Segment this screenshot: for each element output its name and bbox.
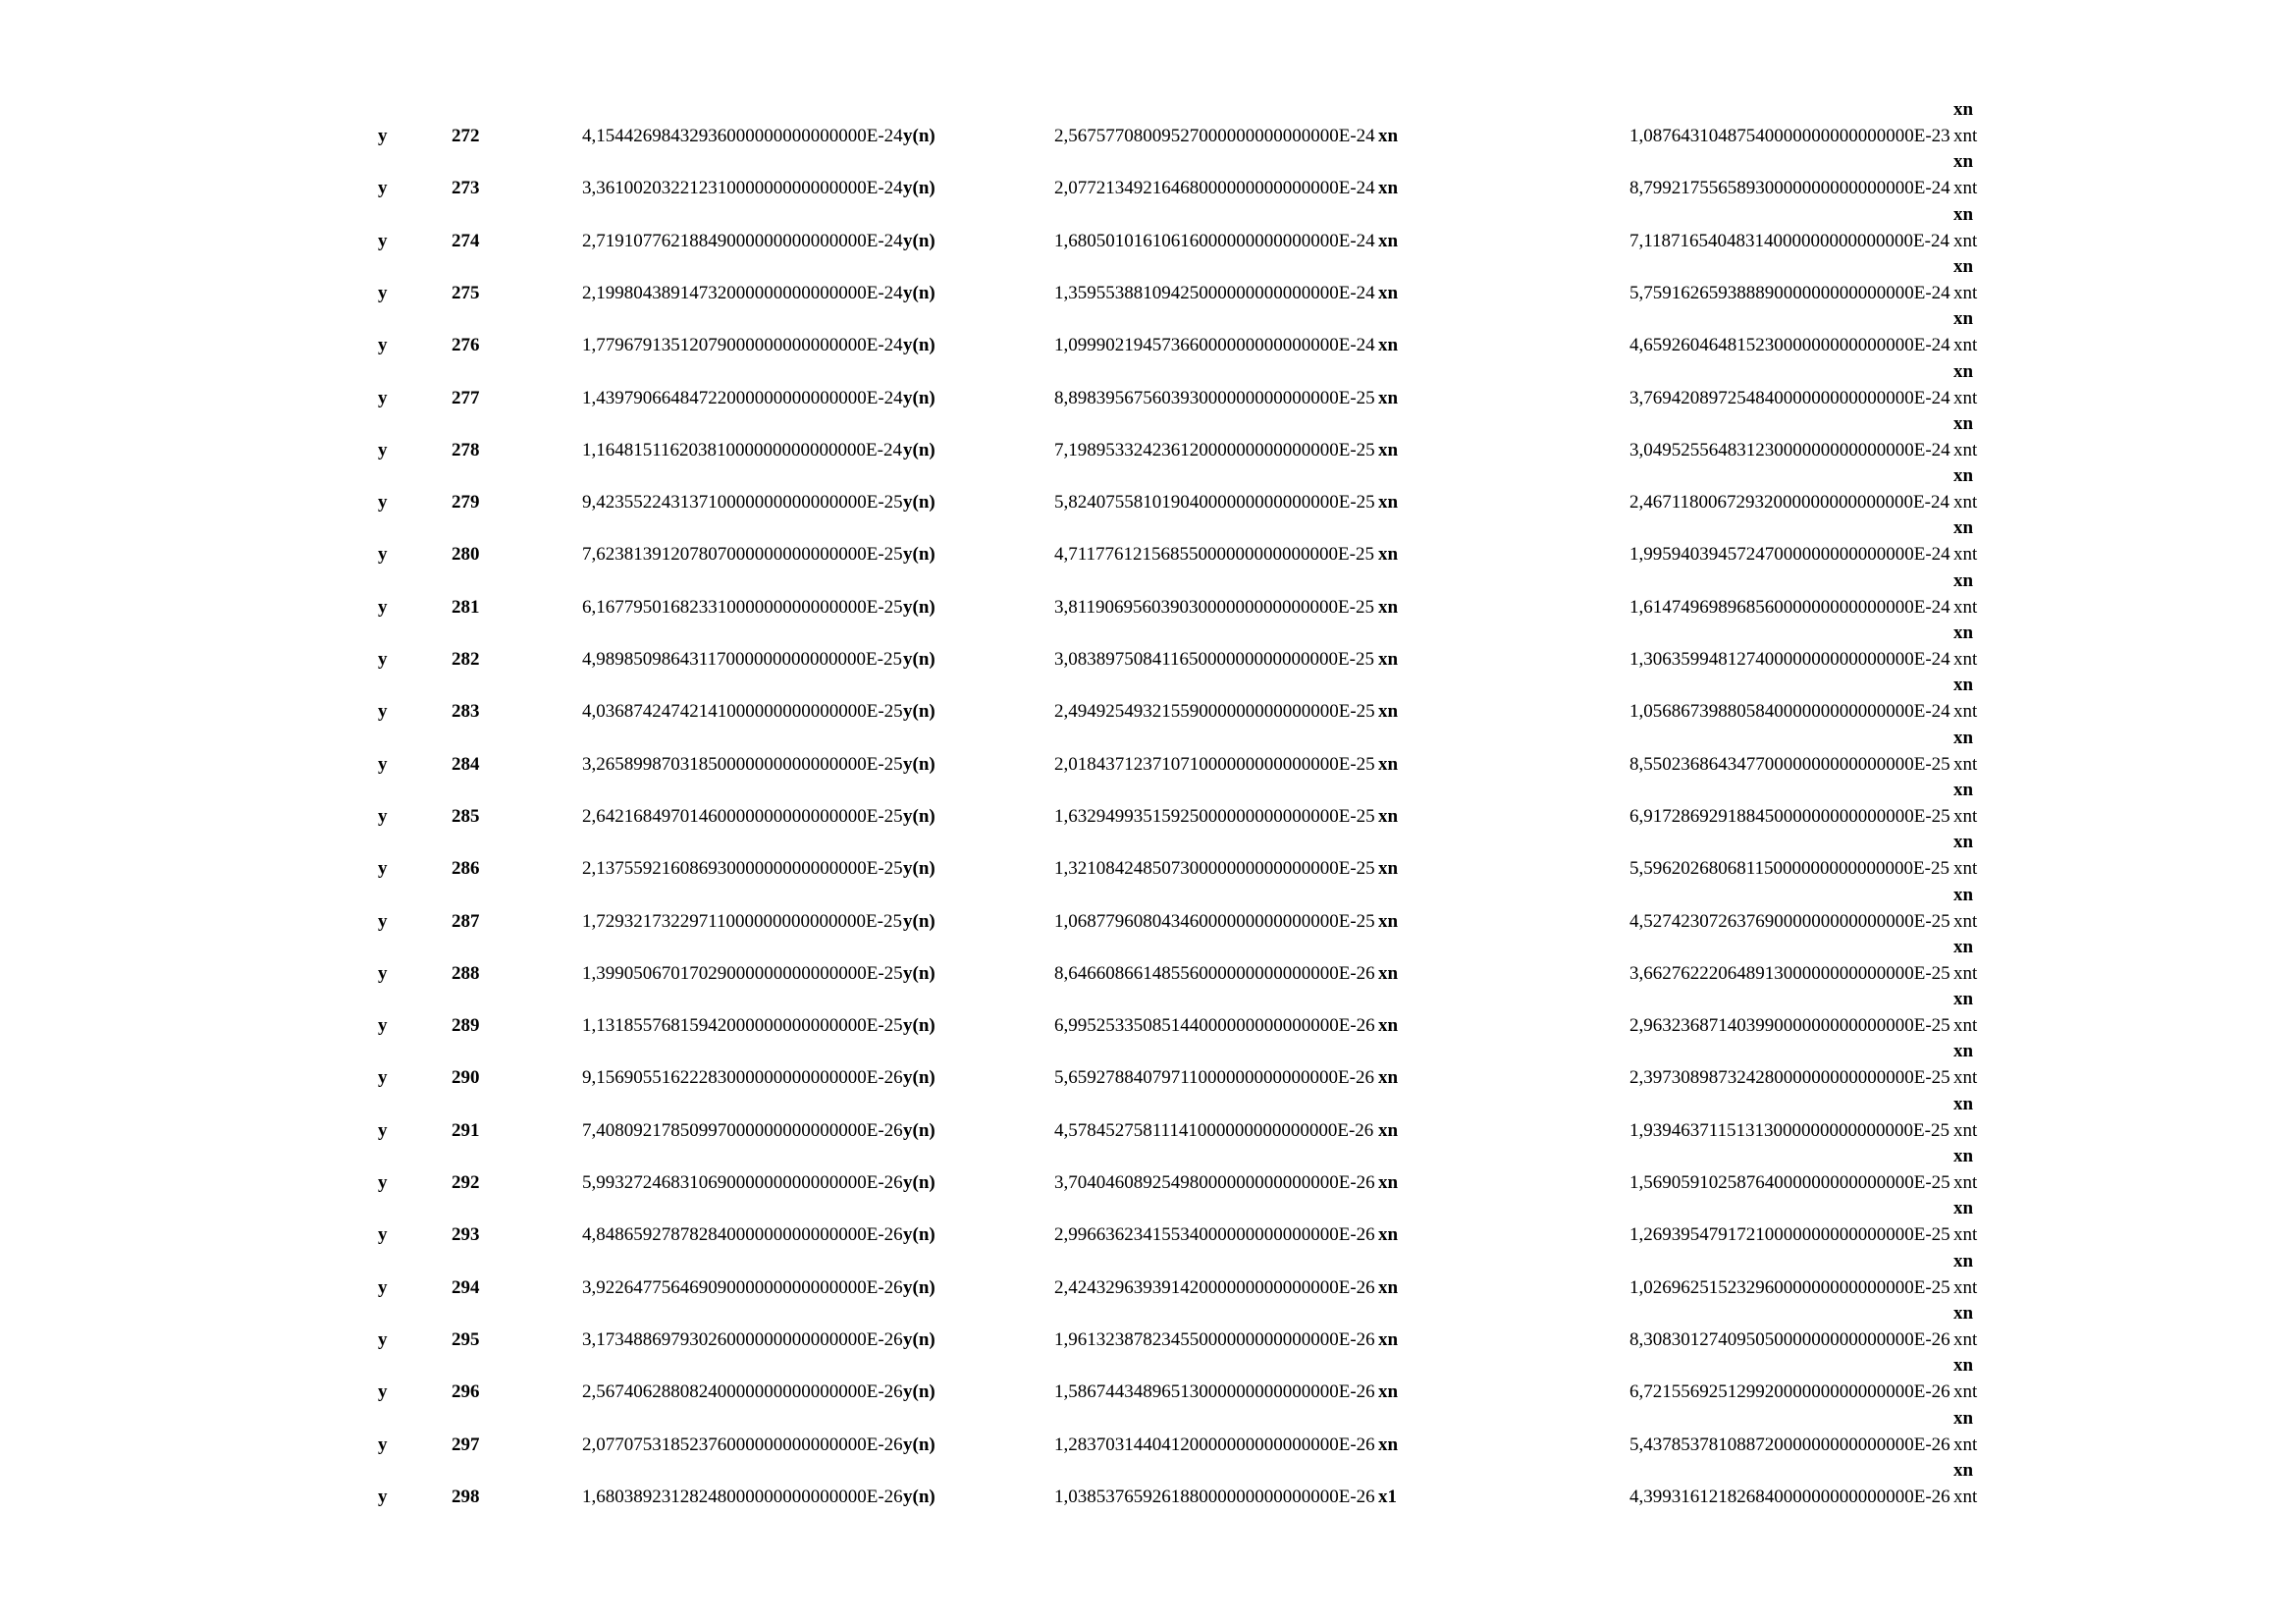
label-xn: xn [1378, 753, 1399, 775]
value-xn: 3,08389750841165000000000000000E-25 [1054, 649, 1374, 670]
label-y-n: y(n) [903, 230, 935, 251]
label-xnt: xnt [1953, 649, 1978, 670]
value-xnt: 8,79921755658930000000000000000E-24 [1629, 178, 1950, 199]
table-row [0, 675, 2296, 725]
table-row [0, 1459, 2296, 1510]
table-row [0, 989, 2296, 1039]
label-xn-top: xn [1953, 1302, 1974, 1324]
value-y: 2,07707531852376000000000000000E-26 [582, 1434, 903, 1455]
label-xn-top: xn [1953, 1355, 1974, 1377]
row-letter: y [378, 858, 388, 880]
label-xn: xn [1378, 701, 1399, 723]
row-index: 278 [452, 439, 480, 460]
row-letter: y [378, 701, 388, 723]
value-xnt: 6,72155692512992000000000000000E-26 [1629, 1381, 1950, 1403]
label-y-n: y(n) [903, 753, 935, 775]
value-y: 1,39905067017029000000000000000E-25 [582, 962, 903, 984]
table-row [0, 1146, 2296, 1196]
label-xnt: xnt [1953, 1276, 1978, 1298]
table-row [0, 99, 2296, 149]
value-xnt: 8,55023686434770000000000000000E-25 [1629, 753, 1950, 775]
table-row [0, 1302, 2296, 1353]
value-xnt: 1,93946371151313000000000000000E-25 [1629, 1119, 1949, 1141]
label-xn-top: xn [1953, 517, 1974, 539]
row-letter: y [378, 1067, 388, 1089]
label-y-n: y(n) [903, 1224, 935, 1246]
table-row [0, 517, 2296, 568]
value-xnt: 5,75916265938889000000000000000E-24 [1629, 282, 1950, 303]
label-y-n: y(n) [903, 596, 935, 618]
label-xnt: xnt [1953, 1015, 1978, 1037]
label-xn-top: xn [1953, 465, 1974, 487]
value-y: 1,43979066484722000000000000000E-24 [582, 387, 903, 408]
value-xnt: 5,59620268068115000000000000000E-25 [1629, 858, 1949, 880]
row-letter: y [378, 387, 388, 408]
row-letter: y [378, 1276, 388, 1298]
label-xnt: xnt [1953, 1381, 1978, 1403]
value-xn: 1,96132387823455000000000000000E-26 [1054, 1328, 1375, 1350]
label-y-n: y(n) [903, 858, 935, 880]
label-xn-top: xn [1953, 1407, 1974, 1429]
label-xnt: xnt [1953, 910, 1978, 932]
value-y: 1,16481511620381000000000000000E-24 [582, 439, 902, 460]
row-letter: y [378, 230, 388, 251]
value-xnt: 8,30830127409505000000000000000E-26 [1629, 1328, 1950, 1350]
label-xn-top: xn [1953, 1041, 1974, 1062]
value-y: 9,15690551622283000000000000000E-26 [582, 1067, 903, 1089]
row-letter: y [378, 1434, 388, 1455]
table-row [0, 465, 2296, 515]
label-xnt: xnt [1953, 230, 1978, 251]
label-y-n: y(n) [903, 701, 935, 723]
row-letter: y [378, 439, 388, 460]
row-index: 275 [452, 282, 480, 303]
row-letter: y [378, 910, 388, 932]
value-xnt: 1,61474969896856000000000000000E-24 [1629, 596, 1950, 618]
label-xn: xn [1378, 1276, 1399, 1298]
row-index: 298 [452, 1486, 480, 1507]
label-xn: xn [1378, 387, 1399, 408]
label-xn-top: xn [1953, 884, 1974, 905]
row-index: 274 [452, 230, 480, 251]
row-letter: y [378, 1224, 388, 1246]
row-letter: y [378, 492, 388, 514]
label-xn: xn [1378, 596, 1399, 618]
value-xn: 1,06877960804346000000000000000E-25 [1054, 910, 1375, 932]
row-index: 292 [452, 1172, 480, 1193]
label-xn-top: xn [1953, 622, 1974, 643]
value-xnt: 1,08764310487540000000000000000E-23 [1629, 126, 1950, 146]
label-xn-top: xn [1953, 1093, 1974, 1114]
value-xnt: 3,66276222064891300000000000000E-25 [1629, 962, 1950, 984]
label-xnt: xnt [1953, 335, 1978, 356]
label-xn: xn [1378, 649, 1399, 670]
label-xnt: xnt [1953, 1486, 1978, 1507]
row-letter: y [378, 596, 388, 618]
value-xnt: 2,46711800672932000000000000000E-24 [1629, 492, 1949, 514]
label-y-n: y(n) [903, 1015, 935, 1037]
value-xnt: 1,30635994812740000000000000000E-24 [1629, 649, 1950, 670]
table-row [0, 360, 2296, 411]
row-index: 287 [452, 910, 480, 932]
row-index: 276 [452, 335, 480, 356]
table-row [0, 622, 2296, 673]
label-y-n: y(n) [903, 1276, 935, 1298]
row-letter: y [378, 335, 388, 356]
label-xnt: xnt [1953, 1119, 1978, 1141]
value-xnt: 4,52742307263769000000000000000E-25 [1629, 910, 1950, 932]
row-index: 290 [452, 1067, 480, 1089]
label-xn-top: xn [1953, 1198, 1974, 1219]
row-letter: y [378, 178, 388, 199]
value-xnt: 2,96323687140399000000000000000E-25 [1629, 1015, 1950, 1037]
value-y: 4,03687424742141000000000000000E-25 [582, 701, 903, 723]
row-index: 277 [452, 387, 480, 408]
row-index: 284 [452, 753, 480, 775]
row-index: 273 [452, 178, 480, 199]
value-xn: 2,56757708009527000000000000000E-24 [1054, 126, 1375, 146]
value-xnt: 4,39931612182684000000000000000E-26 [1629, 1486, 1950, 1507]
label-y-n: y(n) [903, 439, 935, 460]
label-xn: xn [1378, 1067, 1399, 1089]
row-index: 272 [452, 126, 480, 146]
value-xnt: 4,65926046481523000000000000000E-24 [1629, 335, 1950, 356]
value-xn: 1,63294993515925000000000000000E-25 [1054, 805, 1375, 827]
table-row [0, 1355, 2296, 1405]
value-y: 2,64216849701460000000000000000E-25 [582, 805, 903, 827]
label-xnt: xnt [1953, 1172, 1978, 1193]
value-xnt: 1,56905910258764000000000000000E-25 [1629, 1172, 1950, 1193]
label-xn: xn [1378, 1434, 1399, 1455]
row-index: 295 [452, 1328, 480, 1350]
row-letter: y [378, 753, 388, 775]
value-xn: 2,42432963939142000000000000000E-26 [1054, 1276, 1375, 1298]
value-xn: 2,49492549321559000000000000000E-25 [1054, 701, 1375, 723]
value-y: 1,72932173229711000000000000000E-25 [582, 910, 902, 932]
row-index: 296 [452, 1381, 480, 1403]
label-y-n: y(n) [903, 1328, 935, 1350]
row-index: 281 [452, 596, 480, 618]
label-xn: xn [1378, 858, 1399, 880]
row-letter: y [378, 1119, 388, 1141]
table-row [0, 203, 2296, 254]
table-row [0, 1407, 2296, 1458]
label-xn-top: xn [1953, 569, 1974, 591]
table-row [0, 1093, 2296, 1144]
label-xn-top: xn [1953, 412, 1974, 434]
row-letter: y [378, 1486, 388, 1507]
value-xn: 1,28370314404120000000000000000E-26 [1054, 1434, 1375, 1455]
value-xn: 4,57845275811141000000000000000E-26 [1054, 1119, 1374, 1141]
label-xnt: xnt [1953, 492, 1978, 514]
label-xn-top: xn [1953, 360, 1974, 382]
value-xn: 7,19895332423612000000000000000E-25 [1054, 439, 1375, 460]
label-y-n: y(n) [903, 1067, 935, 1089]
value-xn: 8,64660866148556000000000000000E-26 [1054, 962, 1375, 984]
label-xn: xn [1378, 178, 1399, 199]
label-xnt: xnt [1953, 126, 1978, 146]
label-y-n: y(n) [903, 1119, 935, 1141]
label-xn: xn [1378, 1015, 1399, 1037]
value-y: 1,13185576815942000000000000000E-25 [582, 1015, 903, 1037]
label-xn: xn [1378, 335, 1399, 356]
label-y-n: y(n) [903, 492, 935, 514]
label-xnt: xnt [1953, 1067, 1978, 1089]
label-xn: xn [1378, 1224, 1399, 1246]
value-xn: 2,99663623415534000000000000000E-26 [1054, 1224, 1375, 1246]
value-y: 7,40809217850997000000000000000E-26 [582, 1119, 903, 1141]
label-xnt: xnt [1953, 178, 1978, 199]
label-y-n: y(n) [903, 282, 935, 303]
value-xnt: 7,11871654048314000000000000000E-24 [1629, 230, 1949, 251]
value-xn: 8,89839567560393000000000000000E-25 [1054, 387, 1375, 408]
row-letter: y [378, 1381, 388, 1403]
row-index: 279 [452, 492, 480, 514]
row-index: 282 [452, 649, 480, 670]
row-letter: y [378, 126, 388, 146]
label-xn-top: xn [1953, 675, 1974, 696]
value-xnt: 5,43785378108872000000000000000E-26 [1629, 1434, 1950, 1455]
label-xn-top: xn [1953, 1146, 1974, 1166]
value-y: 2,56740628808240000000000000000E-26 [582, 1381, 903, 1403]
value-xn: 2,07721349216468000000000000000E-24 [1054, 178, 1375, 199]
label-xn-top: xn [1953, 989, 1974, 1010]
value-y: 2,19980438914732000000000000000E-24 [582, 282, 903, 303]
row-letter: y [378, 1015, 388, 1037]
row-index: 280 [452, 544, 480, 566]
row-index: 291 [452, 1119, 480, 1141]
value-y: 7,62381391207807000000000000000E-25 [582, 544, 903, 566]
label-y-n: y(n) [903, 649, 935, 670]
label-xnt: xnt [1953, 1224, 1978, 1246]
table-row [0, 727, 2296, 778]
value-xnt: 3,76942089725484000000000000000E-24 [1629, 387, 1950, 408]
label-xnt: xnt [1953, 805, 1978, 827]
value-y: 3,17348869793026000000000000000E-26 [582, 1328, 903, 1350]
table-row [0, 1198, 2296, 1248]
label-xnt: xnt [1953, 282, 1978, 303]
label-xn-top: xn [1953, 727, 1974, 748]
value-y: 4,84865927878284000000000000000E-26 [582, 1224, 903, 1246]
value-y: 4,98985098643117000000000000000E-25 [582, 649, 902, 670]
value-xnt: 1,05686739880584000000000000000E-24 [1629, 701, 1950, 723]
row-index: 293 [452, 1224, 480, 1246]
label-xnt: xnt [1953, 701, 1978, 723]
row-letter: y [378, 649, 388, 670]
label-xn-top: xn [1953, 203, 1974, 225]
row-index: 297 [452, 1434, 480, 1455]
table-row [0, 569, 2296, 621]
label-xn: xn [1378, 962, 1399, 984]
label-xn: xn [1378, 282, 1399, 303]
value-xn: 2,01843712371071000000000000000E-25 [1054, 753, 1375, 775]
value-xn: 3,81190695603903000000000000000E-25 [1054, 596, 1374, 618]
label-xn: xn [1378, 492, 1399, 514]
value-xn: 1,32108424850730000000000000000E-25 [1054, 858, 1375, 880]
value-xn: 1,03853765926188000000000000000E-26 [1054, 1486, 1375, 1507]
label-xn: xn [1378, 439, 1399, 460]
label-y-n: y(n) [903, 1381, 935, 1403]
label-y-n: y(n) [903, 805, 935, 827]
value-xn: 6,99525335085144000000000000000E-26 [1054, 1015, 1375, 1037]
label-y-n: y(n) [903, 962, 935, 984]
value-xnt: 6,91728692918845000000000000000E-25 [1629, 805, 1950, 827]
label-xn-top: xn [1953, 779, 1974, 800]
value-y: 2,71910776218849000000000000000E-24 [582, 230, 903, 251]
label-xnt: xnt [1953, 753, 1978, 775]
value-y: 3,92264775646909000000000000000E-26 [582, 1276, 903, 1298]
value-y: 4,15442698432936000000000000000E-24 [582, 126, 903, 146]
value-y: 1,68038923128248000000000000000E-26 [582, 1486, 903, 1507]
label-xn: xn [1378, 1119, 1399, 1141]
label-xn: x1 [1378, 1486, 1397, 1507]
label-xn-top: xn [1953, 1459, 1974, 1481]
label-xn-top: xn [1953, 99, 1974, 120]
label-xn-top: xn [1953, 308, 1974, 330]
label-xn-top: xn [1953, 1250, 1974, 1271]
row-letter: y [378, 805, 388, 827]
label-y-n: y(n) [903, 1172, 935, 1193]
label-y-n: y(n) [903, 910, 935, 932]
value-xn: 1,35955388109425000000000000000E-24 [1054, 282, 1375, 303]
value-y: 1,77967913512079000000000000000E-24 [582, 335, 903, 356]
label-xn: xn [1378, 230, 1399, 251]
table-row [0, 936, 2296, 987]
label-xnt: xnt [1953, 439, 1978, 460]
label-xnt: xnt [1953, 1328, 1978, 1350]
value-xn: 1,68050101610616000000000000000E-24 [1054, 230, 1375, 251]
value-y: 3,36100203221231000000000000000E-24 [582, 178, 903, 199]
label-xn-top: xn [1953, 151, 1974, 173]
label-xnt: xnt [1953, 962, 1978, 984]
label-xnt: xnt [1953, 544, 1978, 566]
table-row [0, 151, 2296, 201]
label-y-n: y(n) [903, 126, 935, 146]
value-xnt: 1,99594039457247000000000000000E-24 [1629, 544, 1950, 566]
label-xn: xn [1378, 1381, 1399, 1403]
label-xnt: xnt [1953, 596, 1978, 618]
row-index: 286 [452, 858, 480, 880]
table-row [0, 779, 2296, 830]
label-xn: xn [1378, 1328, 1399, 1350]
value-xn: 5,82407558101904000000000000000E-25 [1054, 492, 1375, 514]
value-xn: 1,58674434896513000000000000000E-26 [1054, 1381, 1375, 1403]
table-row [0, 412, 2296, 463]
label-xnt: xnt [1953, 858, 1978, 880]
label-y-n: y(n) [903, 1434, 935, 1455]
label-xn-top: xn [1953, 255, 1974, 277]
label-y-n: y(n) [903, 544, 935, 566]
label-y-n: y(n) [903, 178, 935, 199]
value-y: 6,16779501682331000000000000000E-25 [582, 596, 903, 618]
value-xn: 3,70404608925498000000000000000E-26 [1054, 1172, 1375, 1193]
value-xn: 5,65927884079711000000000000000E-26 [1054, 1067, 1374, 1089]
table-row [0, 884, 2296, 935]
value-y: 2,13755921608693000000000000000E-25 [582, 858, 903, 880]
row-index: 283 [452, 701, 480, 723]
row-letter: y [378, 962, 388, 984]
row-index: 288 [452, 962, 480, 984]
value-xnt: 3,04952556483123000000000000000E-24 [1629, 439, 1950, 460]
row-letter: y [378, 1172, 388, 1193]
value-xnt: 1,02696251523296000000000000000E-25 [1629, 1276, 1950, 1298]
label-xn-top: xn [1953, 936, 1974, 957]
label-xn: xn [1378, 544, 1399, 566]
value-xnt: 2,39730898732428000000000000000E-25 [1629, 1067, 1950, 1089]
label-xn: xn [1378, 1172, 1399, 1193]
value-y: 9,42355224313710000000000000000E-25 [582, 492, 903, 514]
label-xnt: xnt [1953, 1434, 1978, 1455]
label-xn: xn [1378, 910, 1399, 932]
value-xnt: 1,26939547917210000000000000000E-25 [1629, 1224, 1950, 1246]
label-xn: xn [1378, 805, 1399, 827]
value-xn: 4,71177612156855000000000000000E-25 [1054, 544, 1374, 566]
label-y-n: y(n) [903, 387, 935, 408]
label-y-n: y(n) [903, 335, 935, 356]
table-row [0, 255, 2296, 306]
value-y: 5,99327246831069000000000000000E-26 [582, 1172, 903, 1193]
label-xn: xn [1378, 126, 1399, 146]
table-row [0, 1041, 2296, 1091]
value-y: 3,26589987031850000000000000000E-25 [582, 753, 903, 775]
table-row [0, 832, 2296, 882]
row-index: 285 [452, 805, 480, 827]
row-letter: y [378, 544, 388, 566]
label-xn-top: xn [1953, 832, 1974, 853]
table-row [0, 308, 2296, 358]
row-index: 294 [452, 1276, 480, 1298]
label-y-n: y(n) [903, 1486, 935, 1507]
label-xnt: xnt [1953, 387, 1978, 408]
table-row [0, 1250, 2296, 1301]
row-letter: y [378, 282, 388, 303]
row-letter: y [378, 1328, 388, 1350]
row-index: 289 [452, 1015, 480, 1037]
value-xn: 1,09990219457366000000000000000E-24 [1054, 335, 1375, 356]
